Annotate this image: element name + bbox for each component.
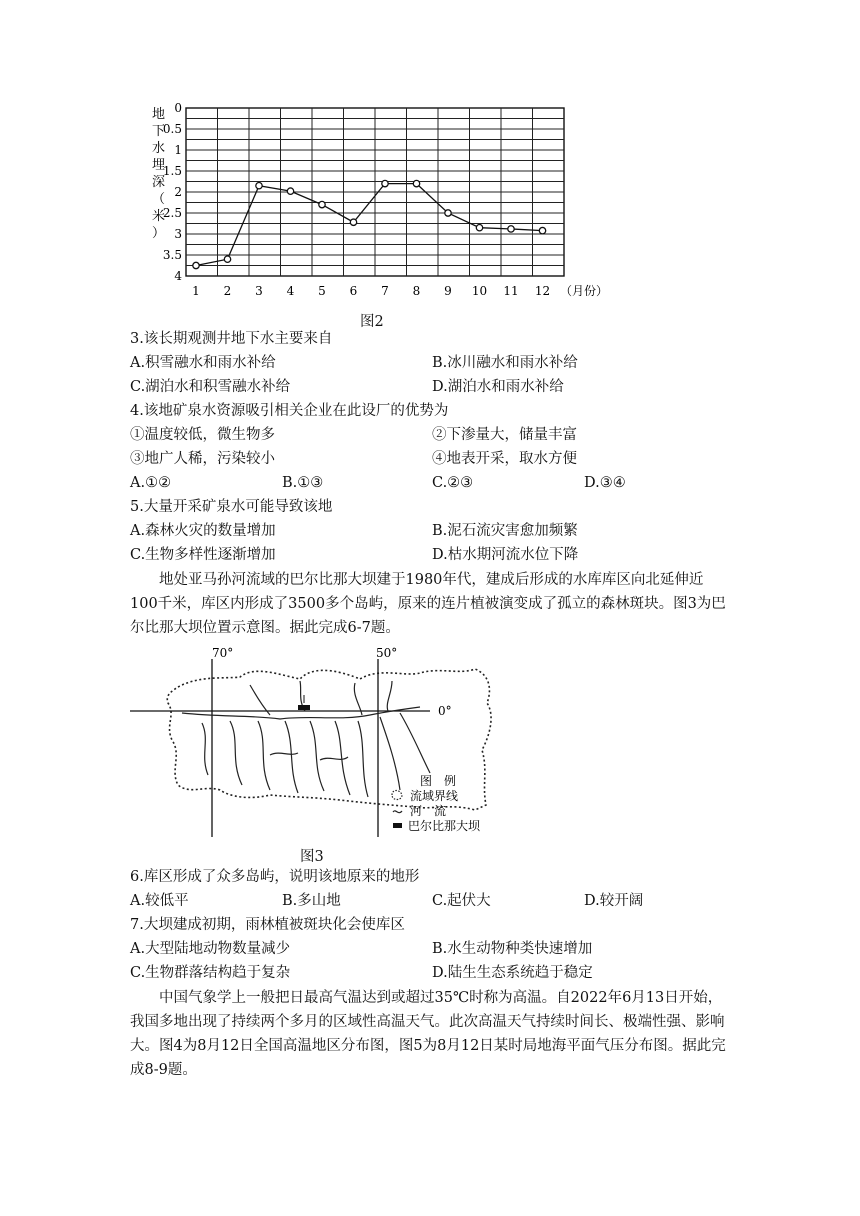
q4-statement-1: ①温度较低，微生物多 <box>130 427 275 443</box>
q3-stem: 3.该长期观测井地下水主要来自 <box>130 331 333 347</box>
x-tick-label: 5 <box>318 284 326 298</box>
q4-option-a: A.①② <box>130 475 172 491</box>
y-tick-label: 3.5 <box>162 248 182 262</box>
y-tick-label: 4 <box>174 269 182 283</box>
x-tick-label: 2 <box>223 284 232 298</box>
data-point-month-9 <box>445 210 451 216</box>
legend-boundary-symbol <box>392 791 402 800</box>
data-point-month-6 <box>350 219 356 225</box>
series-path <box>196 184 543 266</box>
x-axis-unit: （月份） <box>560 284 609 298</box>
q5-option-b: B.泥石流灾害愈加频繁 <box>432 523 578 539</box>
legend-dam-symbol <box>393 823 402 828</box>
x-tick-label: 8 <box>412 284 421 298</box>
y-tick-label: 0 <box>174 101 182 115</box>
q6-option-b: B.多山地 <box>282 893 341 909</box>
q4-option-b: B.①③ <box>282 475 324 491</box>
data-point-month-11 <box>508 226 514 232</box>
q6-stem: 6.库区形成了众多岛屿，说明该地原来的地形 <box>130 869 420 885</box>
q4-statement-4: ④地表开采，取水方便 <box>432 451 577 467</box>
data-point-month-1 <box>193 262 199 268</box>
map-legend <box>392 773 481 833</box>
legend-river-label: 河 流 <box>410 804 447 818</box>
x-tick-labels <box>192 284 550 298</box>
data-point-month-3 <box>256 183 262 189</box>
legend-boundary-label: 流域界线 <box>410 789 459 803</box>
y-axis-label: 地下水埋深（米） <box>152 107 166 241</box>
q7-stem: 7.大坝建成初期，雨林植被斑块化会使库区 <box>130 917 405 933</box>
q5-option-a: A.森林火灾的数量增加 <box>130 523 276 539</box>
q5-option-d: D.枯水期河流水位下降 <box>432 547 579 563</box>
data-point-month-5 <box>319 201 325 207</box>
groundwater-chart <box>130 98 620 303</box>
y-tick-label: 3 <box>174 227 182 241</box>
q5-stem: 5.大量开采矿泉水可能导致该地 <box>130 499 333 515</box>
q4-option-d: D.③④ <box>584 475 626 491</box>
y-tick-label: 0.5 <box>162 122 182 136</box>
figure-3-caption: 图3 <box>300 849 324 865</box>
q6-option-c: C.起伏大 <box>432 893 491 909</box>
y-tick-label: 1 <box>174 143 182 157</box>
q7-option-c: C.生物群落结构趋于复杂 <box>130 965 291 981</box>
x-tick-label: 4 <box>286 284 295 298</box>
x-tick-label: 6 <box>349 284 358 298</box>
lat-label-0: 0° <box>438 704 452 718</box>
data-point-month-10 <box>476 225 482 231</box>
q4-option-c: C.②③ <box>432 475 474 491</box>
lon-label-50: 50° <box>376 646 398 660</box>
q3-option-a: A.积雪融水和雨水补给 <box>130 355 276 371</box>
passage-8-9: 中国气象学上一般把日最高气温达到或超过35℃时称为高温。自2022年6月13日开始，我国多地出现了持续两个多月的区域性高温天气。此次高温天气持续时间长、极端性强、影响大。图4为8月12日全国高温地区分布图，图5为8月12日某时局地海平面气压分布图。据此完成8-9题。 <box>130 990 726 1078</box>
figure-2-caption: 图2 <box>360 314 384 330</box>
passage-6-7: 地处亚马孙河流域的巴尔比那大坝建于1980年代，建成后形成的水库库区向北延伸近100千米，库区内形成了3500多个岛屿，原来的连片植被演变成了孤立的森林斑块。图3为巴尔比那大坝位置示意图。据此完成6-7题。 <box>130 572 726 636</box>
q5-option-c: C.生物多样性逐渐增加 <box>130 547 276 563</box>
q7-option-a: A.大型陆地动物数量减少 <box>130 941 291 957</box>
x-tick-label: 9 <box>444 284 452 298</box>
y-tick-label: 2.5 <box>162 206 182 220</box>
lon-label-70: 70° <box>212 646 234 660</box>
q7-option-b: B.水生动物种类快速增加 <box>432 941 593 957</box>
x-tick-label: 7 <box>381 284 389 298</box>
y-tick-label: 2 <box>174 185 182 199</box>
x-tick-label: 12 <box>534 284 551 298</box>
q4-statement-2: ②下渗量大，储量丰富 <box>432 427 577 443</box>
q6-option-d: D.较开阔 <box>584 893 644 909</box>
q4-statement-3: ③地广人稀，污染较小 <box>130 451 275 467</box>
balbina-dam-map <box>130 645 620 845</box>
legend-title: 图 例 <box>420 774 457 788</box>
data-point-month-8 <box>413 180 419 186</box>
dam-marker <box>298 705 310 710</box>
x-tick-label: 1 <box>192 284 200 298</box>
chart-grid <box>186 108 564 276</box>
q6-option-a: A.较低平 <box>130 893 189 909</box>
x-tick-label: 3 <box>255 284 263 298</box>
data-point-month-7 <box>382 180 388 186</box>
rivers <box>182 681 430 797</box>
q3-option-c: C.湖泊水和积雪融水补给 <box>130 379 291 395</box>
q4-stem: 4.该地矿泉水资源吸引相关企业在此设厂的优势为 <box>130 403 449 419</box>
legend-dam-label: 巴尔比那大坝 <box>408 819 481 833</box>
q3-option-b: B.冰川融水和雨水补给 <box>432 355 578 371</box>
y-tick-label: 1.5 <box>162 164 182 178</box>
data-point-month-12 <box>539 227 545 233</box>
q7-option-d: D.陆生生态系统趋于稳定 <box>432 965 593 981</box>
q3-option-d: D.湖泊水和雨水补给 <box>432 379 564 395</box>
y-tick-labels <box>163 101 182 283</box>
x-tick-label: 10 <box>471 284 488 298</box>
data-point-month-4 <box>287 188 293 194</box>
x-tick-label: 11 <box>503 284 519 298</box>
data-point-month-2 <box>224 256 230 262</box>
legend-river-symbol <box>393 811 402 813</box>
